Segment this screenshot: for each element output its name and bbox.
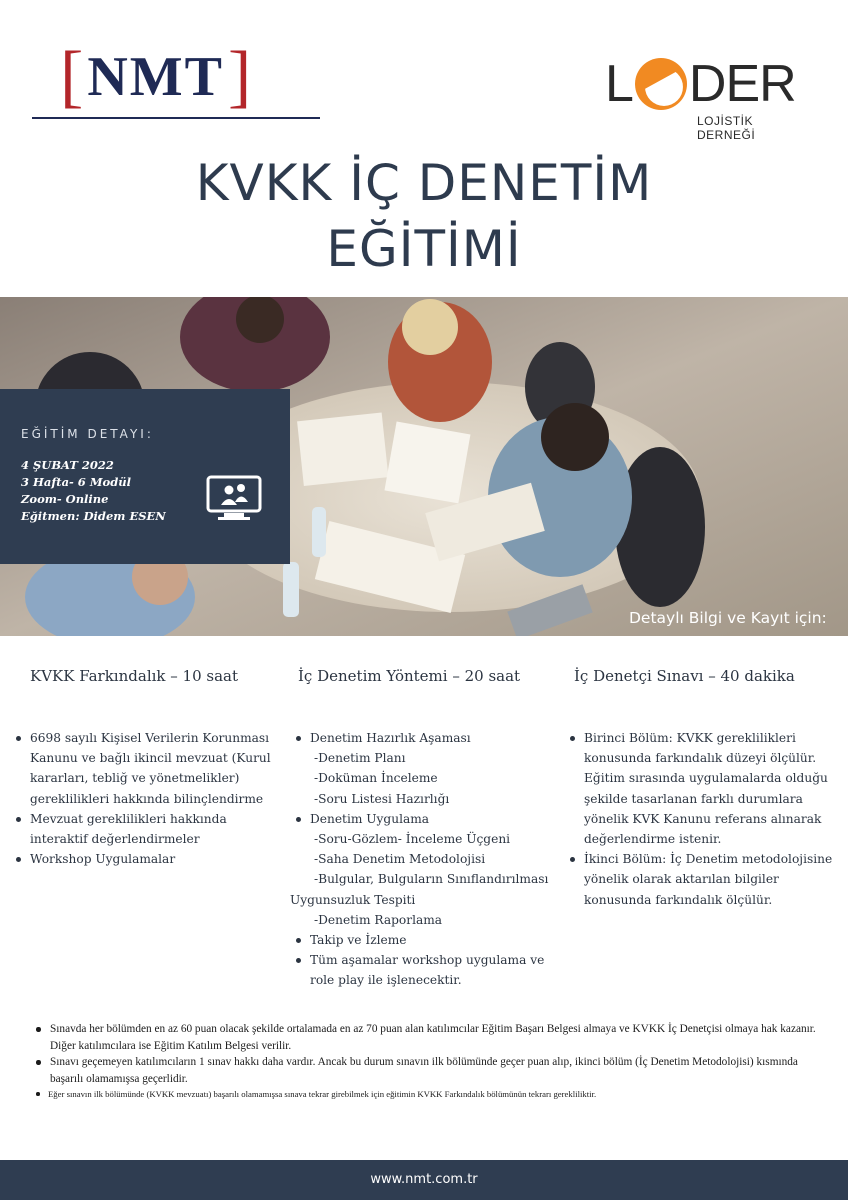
- nmt-logo-bracket-right: ]: [227, 38, 252, 115]
- training-trainer: Eğitmen: Didem ESEN: [21, 509, 166, 523]
- column-2-item: -Saha Denetim Metodolojisi: [314, 852, 486, 867]
- column-2-item: -Doküman İnceleme: [314, 771, 438, 786]
- column-2-item: Uygunsuzluk Tespiti: [290, 892, 416, 907]
- column-3-title: İç Denetçi Sınavı – 40 dakika: [574, 667, 795, 685]
- column-2-item: -Denetim Planı: [314, 751, 406, 766]
- training-details-panel: [0, 389, 290, 564]
- nmt-logo-text: NMT: [87, 46, 224, 108]
- page-title: [0, 150, 848, 282]
- loder-logo-circle-icon: [635, 58, 687, 110]
- column-2-item: -Soru Listesi Hazırlığı: [314, 791, 450, 806]
- column-2-title: İç Denetim Yöntemi – 20 saat: [298, 667, 521, 685]
- exam-note: Sınavda her bölümden en az 60 puan olacak şekilde ortalamada en az 70 puan alan katılımcılar Eğitim Başarı Belgesi almaya ve KVKK İç Denetçisi olmaya hak kazanır. Diğer katılımcılara ise Eğitim Katılım Belgesi verilir.: [33, 1021, 823, 1054]
- column-2-item: Tüm aşamalar workshop uygulama ve role play ile işlenecektir.: [290, 950, 565, 990]
- column-1-item: Workshop Uygulamalar: [10, 849, 280, 869]
- online-training-icon: [206, 475, 262, 523]
- loder-logo-subtitle: LOJİSTİK DERNEĞİ: [697, 114, 756, 142]
- column-2-item: -Bulgular, Bulguların Sınıflandırılması: [314, 872, 549, 887]
- training-format: Zoom- Online: [21, 492, 109, 506]
- column-3-list: [564, 728, 840, 910]
- column-2-item: Denetim Uygulama: [290, 809, 565, 829]
- training-details-list: [21, 457, 166, 525]
- training-duration: 3 Hafta- 6 Modül: [21, 475, 131, 489]
- training-details-heading: EĞİTİM DETAYI:: [21, 427, 154, 441]
- column-1-list: [10, 728, 280, 869]
- column-1-item: 6698 sayılı Kişisel Verilerin Korunması Kanunu ve bağlı ikincil mevzuat (Kurul kararları, tebliğ ve yönetmelikler) gereklilikleri hakkında bilinçlendirme: [10, 728, 280, 809]
- footer: [0, 1160, 848, 1200]
- contact-info: [629, 608, 827, 636]
- footer-url[interactable]: www.nmt.com.tr: [370, 1172, 478, 1187]
- nmt-logo-bracket-left: [: [60, 38, 84, 115]
- column-3-item: İkinci Bölüm: İç Denetim metodolojisine yönelik olarak aktarılan bilgiler konusunda farkındalık ölçülür.: [564, 849, 840, 910]
- training-date: 4 ŞUBAT 2022: [21, 458, 114, 472]
- loder-logo-wordmark: L DER: [605, 55, 796, 113]
- column-1-item: Mevzuat gereklilikleri hakkında interaktif değerlendirmeler: [10, 809, 280, 849]
- column-2-item: -Soru-Gözlem- İnceleme Üçgeni: [314, 832, 511, 847]
- column-1-title: KVKK Farkındalık – 10 saat: [30, 667, 239, 685]
- exam-notes: [33, 1021, 823, 1101]
- column-2-item: -Denetim Raporlama: [314, 912, 443, 927]
- page-title-line-2: EĞİTİMİ: [326, 220, 522, 278]
- header-divider: [32, 117, 320, 119]
- column-3-item: Birinci Bölüm: KVKK gereklilikleri konusunda farkındalık düzeyi ölçülür. Eğitim sırasında uygulamalarda olduğu şekilde tasarlanan farklı durumlara yönelik KVK Kanunu referans alınarak değerlendirme istenir.: [564, 728, 840, 849]
- exam-note: Eğer sınavın ilk bölümünde (KVKK mevzuatı) başarılı olamamışsa sınava tekrar girebilmek için eğitimin KVKK Farkındalık bölümünün tekrarı gerekliliktir.: [33, 1087, 823, 1101]
- exam-note: Sınavı geçemeyen katılımcıların 1 sınav hakkı daha vardır. Ancak bu durum sınavın ilk bölümünde geçer puan alıp, ikinci bölüm (İç Denetim Metodolojisi) kısmında başarılı olamamışsa geçerlidir.: [33, 1054, 823, 1087]
- column-2-list: [290, 728, 565, 991]
- column-2-item: Denetim Hazırlık Aşaması: [290, 728, 565, 748]
- contact-heading: Detaylı Bilgi ve Kayıt için:: [629, 609, 827, 627]
- nmt-logo: [60, 38, 252, 115]
- column-2-item: Takip ve İzleme: [290, 930, 565, 950]
- loder-logo: [605, 50, 815, 142]
- page-title-line-1: KVKK İÇ DENETİM: [195, 154, 653, 212]
